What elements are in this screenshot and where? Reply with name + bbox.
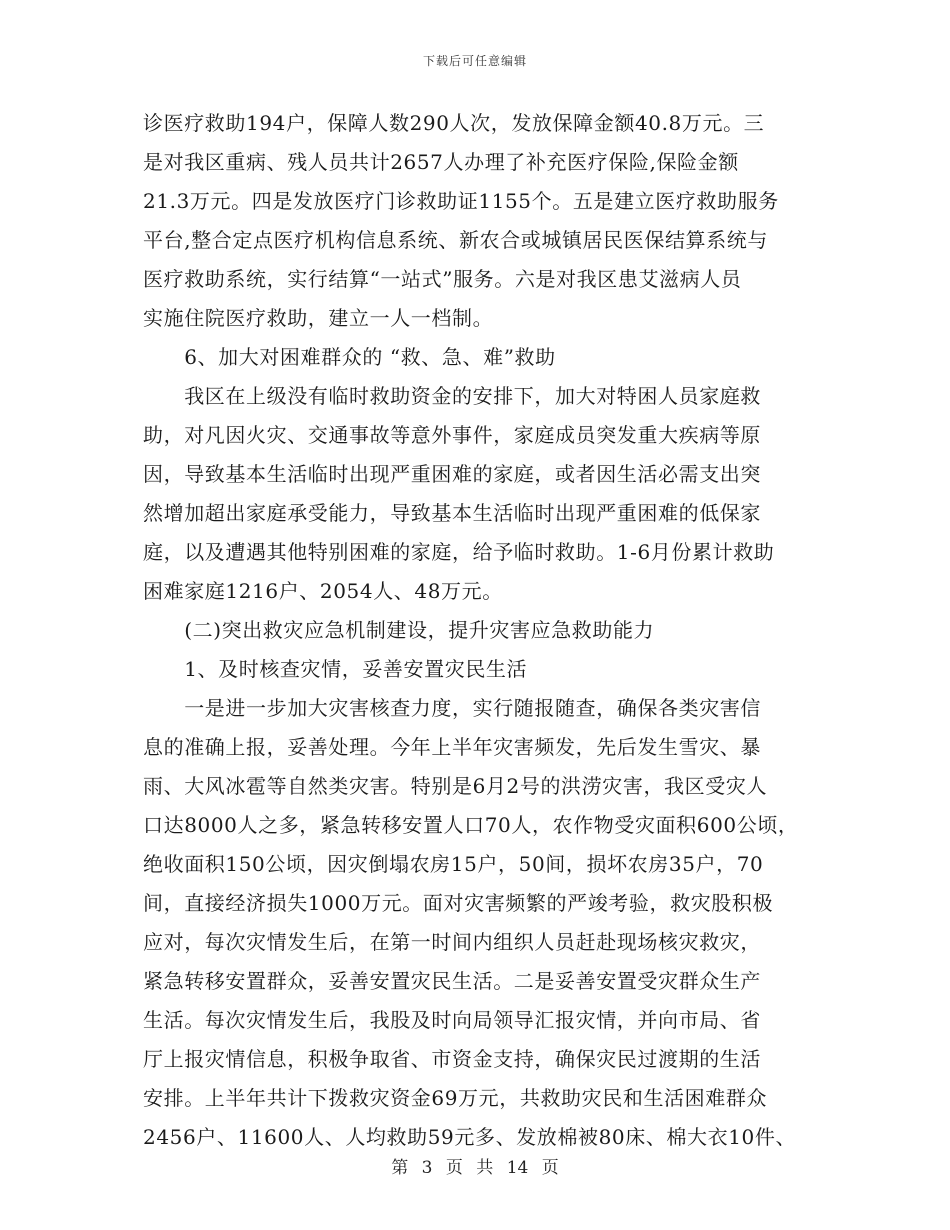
text-line: 安排。上半年共计下拨救灾资金69万元，共救助灾民和生活困难群众 — [143, 1086, 768, 1110]
text-line: 2456户、11600人、人均救助59元多、发放棉被80床、棉大衣10件、 — [143, 1125, 797, 1149]
text-line: 生活。每次灾情发生后，我股及时向局领导汇报灾情，并向市局、省 — [143, 1008, 761, 1032]
text-line: 庭，以及遭遇其他特别困难的家庭，给予临时救助。1-6月份累计救助 — [143, 540, 775, 564]
text-line: 助，对凡因火灾、交通事故等意外事件，家庭成员突发重大疾病等原 — [143, 423, 761, 447]
text-line: 息的准确上报，妥善处理。今年上半年灾害频发，先后发生雪灾、暴 — [143, 735, 761, 759]
section-heading: (二)突出救灾应急机制建设，提升灾害应急救助能力 — [143, 618, 655, 642]
text-line: 然增加超出家庭承受能力，导致基本生活临时出现严重困难的低保家 — [143, 501, 761, 525]
page-header: 下载后可任意编辑 — [422, 54, 527, 68]
text-line: 雨、大风冰雹等自然类灾害。特别是6月2号的洪涝灾害，我区受灾人 — [143, 774, 768, 798]
text-line: 口达8000人之多，紧急转移安置人口70人，农作物受灾面积600公顷， — [143, 813, 799, 837]
text-line: 间，直接经济损失1000万元。面对灾害频繁的严竣考验，救灾股积极 — [143, 891, 774, 915]
document-body — [143, 104, 823, 1157]
text-line: 平台,整合定点医疗机构信息系统、新农合或城镇居民医保结算系统与 — [143, 228, 768, 252]
text-line: 诊医疗救助194户，保障人数290人次，发放保障金额40.8万元。三 — [143, 111, 765, 135]
text-line: 实施住院医疗救助，建立一人一档制。 — [143, 306, 494, 330]
section-heading: 1、及时核查灾情，妥善安置灾民生活 — [143, 657, 528, 681]
text-line: 应对，每次灾情发生后，在第一时间内组织人员赶赴现场核灾救灾， — [143, 930, 761, 954]
text-line: 因，导致基本生活临时出现严重困难的家庭，或者因生活必需支出突 — [143, 462, 761, 486]
text-line: 是对我区重病、残人员共计2657人办理了补充医疗保险,保险金额 — [143, 150, 739, 174]
page-number: 第 3 页 共 14 页 — [391, 1158, 559, 1178]
section-heading: 6、加大对困难群众的 “救、急、难”救助 — [143, 345, 556, 369]
text-line: 厅上报灾情信息，积极争取省、市资金支持，确保灾民过渡期的生活 — [143, 1047, 761, 1071]
text-line: 我区在上级没有临时救助资金的安排下，加大对特困人员家庭救 — [143, 384, 761, 408]
text-line: 紧急转移安置群众，妥善安置灾民生活。二是妥善安置受灾群众生产 — [143, 969, 761, 993]
text-line: 医疗救助系统，实行结算“一站式”服务。六是对我区患艾滋病人员 — [143, 267, 742, 291]
text-line: 绝收面积150公顷，因灾倒塌农房15户，50间，损坏农房35户，70 — [143, 852, 764, 876]
text-line: 困难家庭1216户、2054人、48万元。 — [143, 579, 503, 603]
text-line: 一是进一步加大灾害核查力度，实行随报随查，确保各类灾害信 — [143, 696, 761, 720]
text-line: 21.3万元。四是发放医疗门诊救助证1155个。五是建立医疗救助服务 — [143, 189, 779, 213]
